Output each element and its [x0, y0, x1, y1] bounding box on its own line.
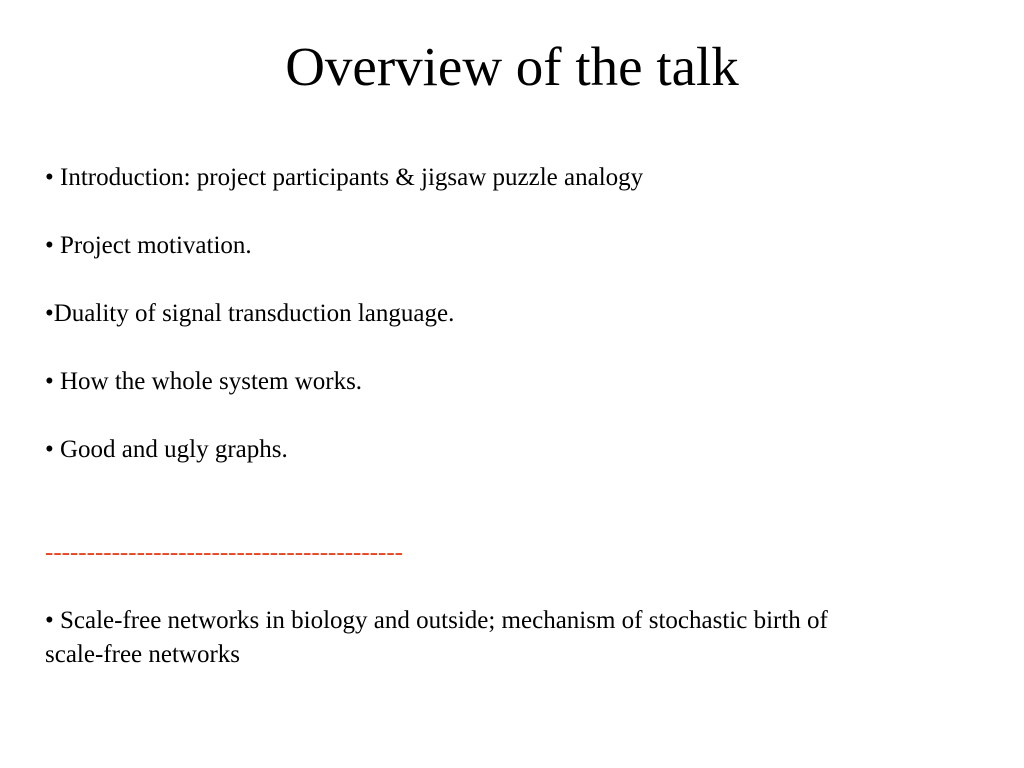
- bullet-introduction: • Introduction: project participants & jigsaw puzzle analogy: [45, 164, 644, 191]
- slide-title: Overview of the talk: [285, 36, 739, 97]
- bullet-system: • How the whole system works.: [45, 368, 363, 395]
- bullet-graphs: • Good and ugly graphs.: [45, 436, 288, 463]
- dashed-divider: -------------------------------------------: [45, 539, 403, 566]
- bullet-motivation: • Project motivation.: [45, 232, 252, 259]
- bullet-scale-free-line1: • Scale-free networks in biology and outside; mechanism of stochastic birth of: [45, 607, 828, 634]
- bullet-scale-free: [45, 604, 985, 672]
- bullet-duality: •Duality of signal transduction language.: [45, 300, 455, 327]
- bullet-scale-free-line2: scale-free networks: [45, 641, 241, 668]
